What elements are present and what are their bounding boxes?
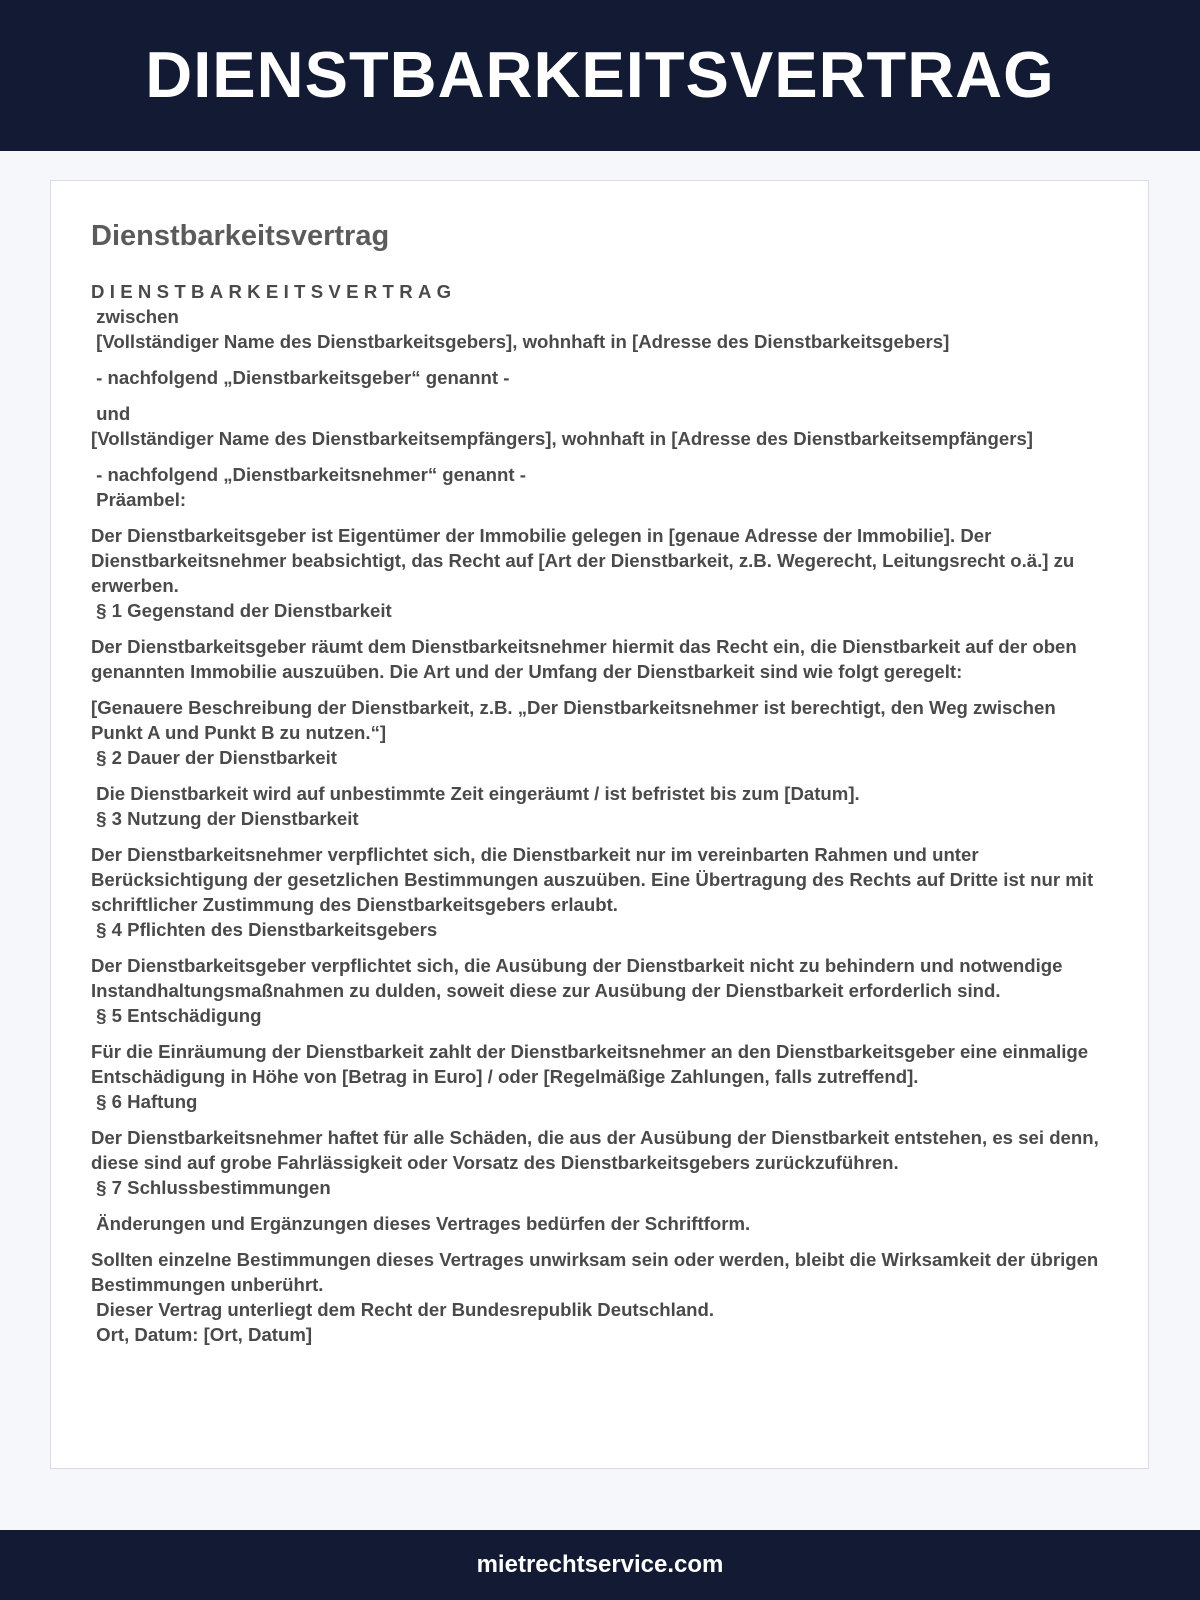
contract-title: DIENSTBARKEITSVERTRAG: [91, 281, 457, 302]
paragraph-section-1: Der Dienstbarkeitsgeber räumt dem Dienstbarkeitsnehmer hiermit das Recht ein, die Dienstbarkeit auf der oben genannten Immobilie auszuüben. Die Art und der Umfang der Dienstbarkeit sind wie folgt geregelt:: [91, 636, 1082, 682]
document-content: [91, 219, 1111, 1358]
paragraph-section-1-detail: [Genauere Beschreibung der Dienstbarkeit, z.B. „Der Dienstbarkeitsnehmer ist berechtigt, den Weg zwischen Punkt A und Punkt B zu nutzen.“] § 2 Dauer der Dienstbarkeit: [91, 697, 1056, 768]
paragraph-section-7-form: Änderungen und Ergänzungen dieses Vertrages bedürfen der Schriftform.: [91, 1213, 751, 1234]
page-title: DIENSTBARKEITSVERTRAG: [145, 38, 1055, 111]
paragraph-section-6: Der Dienstbarkeitsnehmer haftet für alle Schäden, die aus der Ausübung der Dienstbarkeit entstehen, es sei denn, diese sind auf grobe Fahrlässigkeit oder Vorsatz des Dienstbarkeitsgebers zurückzuführen. § 7 Schlussbestimmungen: [91, 1127, 1099, 1198]
footer-site-name: mietrechtservice.com: [476, 1551, 724, 1578]
paragraph-section-5: Für die Einräumung der Dienstbarkeit zahlt der Dienstbarkeitsnehmer an den Dienstbarkeitsgeber eine einmalige Entschädigung in Höhe von [Betrag in Euro] / oder [Regelmäßige Zahlungen, falls zutreffend]. § 6 Haftung: [91, 1041, 1089, 1112]
paragraph-section-3: Der Dienstbarkeitsnehmer verpflichtet sich, die Dienstbarkeit nur im vereinbarten Rahmen und unter Berücksichtigung der gesetzlichen Bestimmungen auszuüben. Eine Übertragung des Rechts auf Dritte ist nur mit schriftlicher Zustimmung des Dienstbarkeitsgebers erlaubt. § 4 Pflichten des Dienstbarkeitsgebers: [91, 844, 1094, 940]
page-header: [0, 0, 1200, 151]
paragraph-taker-designation: - nachfolgend „Dienstbarkeitsnehmer“ genannt - Präambel:: [96, 464, 526, 510]
paragraph-section-7-final: Sollten einzelne Bestimmungen dieses Vertrages unwirksam sein oder werden, bleibt die Wirksamkeit der übrigen Bestimmungen unberührt. Dieser Vertrag unterliegt dem Recht der Bundesrepublik Deutschland. Ort, Datum: [Ort, Datum]: [91, 1249, 1099, 1345]
paragraph-section-2: Die Dienstbarkeit wird auf unbestimmte Zeit eingeräumt / ist befristet bis zum [Datum]. § 3 Nutzung der Dienstbarkeit: [96, 783, 860, 829]
paragraph-preamble: Der Dienstbarkeitsgeber ist Eigentümer der Immobilie gelegen in [genaue Adresse der Immobilie]. Der Dienstbarkeitsnehmer beabsichtigt, das Recht auf [Art der Dienstbarkeit, z.B. Wegerecht, Leitungsrecht o.ä.] zu erwerben. § 1 Gegenstand der Dienstbarkeit: [91, 525, 1075, 621]
document-body: [91, 279, 1111, 1347]
page-footer: [0, 1530, 1200, 1600]
paragraph-parties-giver: zwischen [Vollständiger Name des Dienstbarkeitsgebers], wohnhaft in [Adresse des Dienstbarkeitsgebers]: [96, 306, 950, 352]
document-heading: Dienstbarkeitsvertrag: [91, 220, 390, 252]
paragraph-section-4: Der Dienstbarkeitsgeber verpflichtet sich, die Ausübung der Dienstbarkeit nicht zu behindern und notwendige Instandhaltungsmaßnahmen zu dulden, soweit diese zur Ausübung der Dienstbarkeit erforderlich sind. § 5 Entschädigung: [91, 955, 1063, 1026]
paragraph-giver-designation: - nachfolgend „Dienstbarkeitsgeber“ genannt -: [91, 367, 510, 388]
document-card: [50, 180, 1149, 1469]
paragraph-parties-taker: und [Vollständiger Name des Dienstbarkeitsempfängers], wohnhaft in [Adresse des Dienstbarkeitsempfängers]: [91, 403, 1033, 449]
